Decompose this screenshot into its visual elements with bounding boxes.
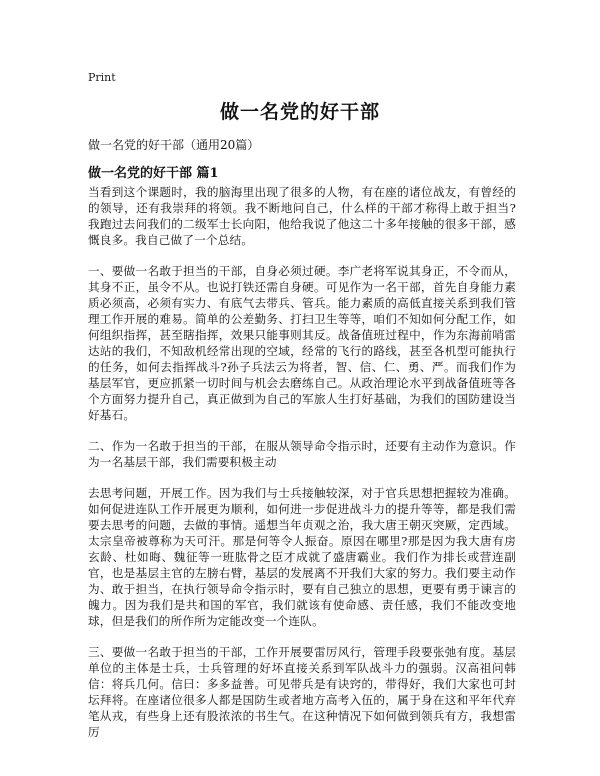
- paragraph-5: 三、要做一名敢于担当的干部，工作开展要雷厉风行，管理手段要张弛有度。基层单位的主体是士兵，士兵管理的好坏直接关系到军队战斗力的强弱。汉高祖问韩信：将兵几何。信曰：多多益善。可见带兵是有诀窍的，带得好，我们大家也可封坛拜将。在座诸位很多人都是国防生或者地方高考入伍的，属于身在这和平年代弃笔从戎，有些身上还有股浓浓的书生气。在这种情况下如何做到领兵有方，我想雷厉: [88, 645, 516, 739]
- document-body: [88, 184, 516, 755]
- document-title: 做一名党的好干部: [219, 101, 380, 123]
- print-label[interactable]: Print: [88, 71, 116, 84]
- paragraph-2: 一、要做一名敢于担当的干部，自身必须过硬。李广老将军说其身正，不令而从，其身不正，虽令不从。也说打铁还需自身硬。可见作为一名干部，首先自身能力素质必须高，必须有实力、有底气去带兵、管兵。能力素质的高低直接关系到我们管理工作开展的难易。简单的公差勤务、打扫卫生等等，咱们不知如何分配工作，如何组织指挥，甚至瞎指挥，效果只能事则其反。战备值班过程中，作为东海前哨雷达站的我们，不知敌机经常出现的空域，经常的飞行的路线，甚至各机型可能执行的任务，如何去指挥战斗?孙子兵法云为将者，智、信、仁、勇、严。而我们作为基层军官，更应抓紧一切时间与机会去磨练自己。从政治理论水平到战备值班等各个方面努力提升自己，真正做到为自己的军旅人生打好基础，为我们的国防建设当好基石。: [88, 264, 516, 422]
- document-subtitle: 做一名党的好干部（通用20篇）: [88, 138, 260, 152]
- paragraph-3: 二、作为一名敢于担当的干部，在服从领导命令指示时，还要有主动作为意识。作为一名基层干部，我们需要积极主动: [88, 439, 516, 469]
- section-heading: 做一名党的好干部 篇1: [88, 166, 219, 181]
- paragraph-1: 当看到这个课题时，我的脑海里出现了很多的人物，有在座的诸位战友，有曾经的的领导，还有我崇拜的将领。我不断地问自己，什么样的干部才称得上敢于担当?我跑过去问我们的二级军士长向阳，他给我说了他这二十多年接触的很多干部，感慨良多。我自己做了一个总结。: [88, 185, 516, 247]
- paragraph-4: 去思考问题，开展工作。因为我们与士兵接触较深，对于官兵思想把握较为准确。如何促进连队工作开展更为顺利，如何进一步促进战斗力的提升等等，都是我们需要去思考的问题，去做的事情。遥想当年贞观之治，我大唐王朝灭突厥，定西域。太宗皇帝被尊称为天可汗。那是何等令人振奋。原因在哪里?那是因为我大唐有房玄龄、杜如晦、魏征等一班肱骨之臣才成就了盛唐霸业。我们作为排长或营连副官，也是基层主官的左膀右臂，基层的发展离不开我们大家的努力。我们要主动作为、敢于担当，在执行领导命令指示时，要有自己独立的思想，更要有勇于谏言的魄力。因为我们是共和国的军官，我们就该有使命感、责任感，我们不能改变地球，但是我们的所作所为定能改变一个连队。: [88, 486, 516, 628]
